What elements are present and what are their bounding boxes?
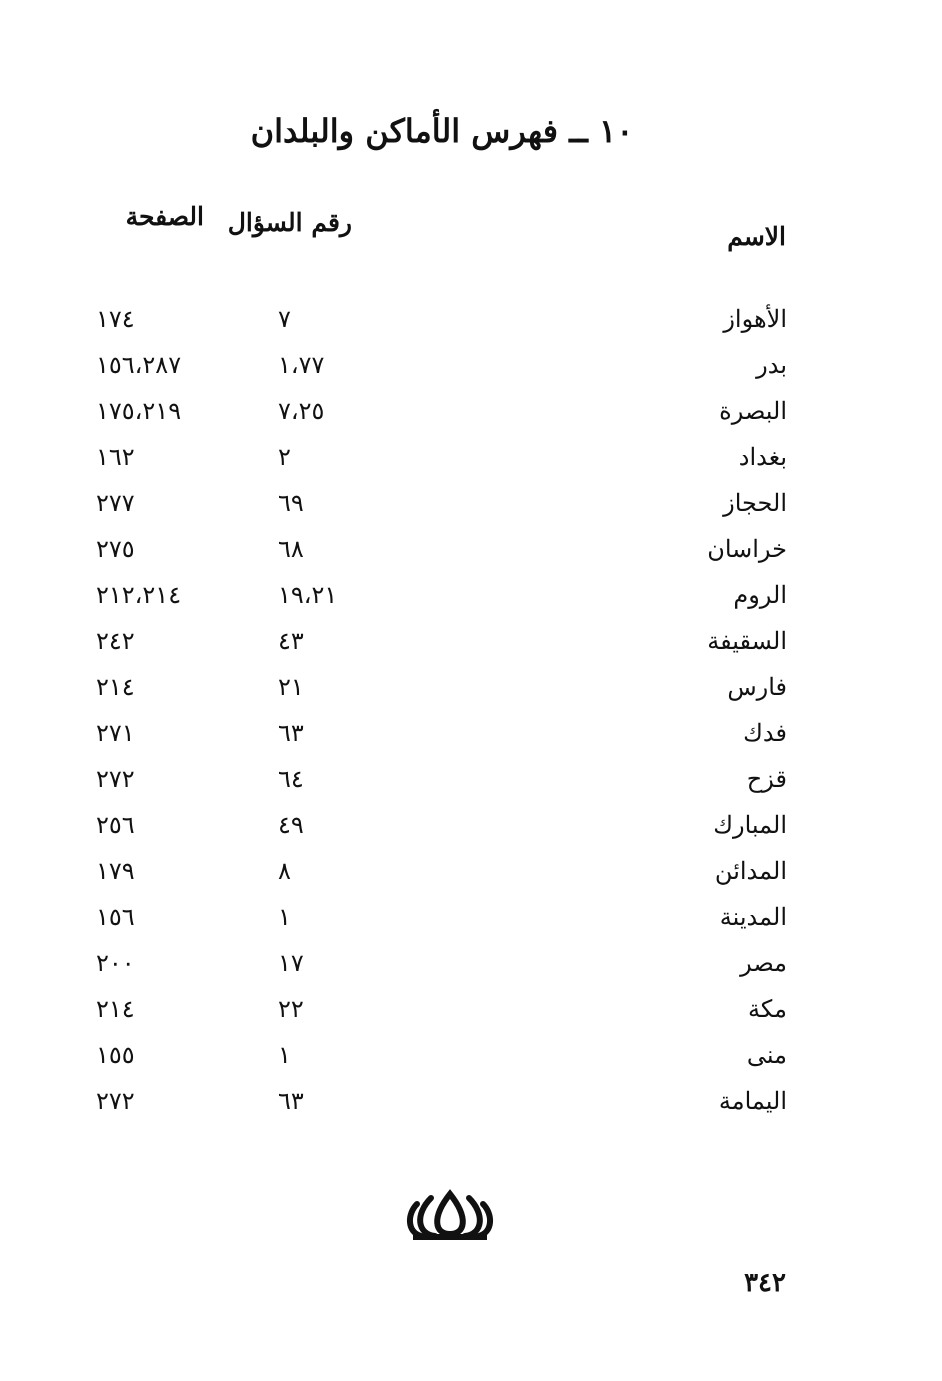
page-reference: ٢٧٥: [96, 535, 135, 563]
place-name: المدائن: [714, 857, 787, 885]
table-row: [0, 1078, 942, 1124]
page-reference: ٢٠٠: [96, 949, 135, 977]
question-number: ١٧: [278, 949, 304, 977]
header-name: الاسم: [727, 222, 786, 251]
table-row: [0, 848, 942, 894]
table-row: [0, 572, 942, 618]
page-number: ٣٤٢: [744, 1268, 786, 1298]
question-number: ٧: [278, 305, 291, 333]
place-name: المدينة: [719, 903, 787, 931]
table-row: [0, 1032, 942, 1078]
question-number: ٢١: [278, 673, 304, 701]
table-row: [0, 986, 942, 1032]
table-row: [0, 940, 942, 986]
place-name: منى: [746, 1041, 787, 1069]
header-page: الصفحة: [125, 202, 204, 231]
index-table: [0, 296, 942, 1124]
question-number: ٧،٢٥: [278, 397, 325, 425]
ornament-icon: [405, 1184, 495, 1242]
table-row: [0, 434, 942, 480]
page-reference: ٢١٤: [96, 995, 135, 1023]
question-number: ٤٣: [278, 627, 304, 655]
question-number: ٦٨: [278, 535, 304, 563]
question-number: ٦٤: [278, 765, 304, 793]
place-name: مكة: [748, 995, 787, 1023]
table-row: [0, 296, 942, 342]
place-name: بدر: [756, 351, 787, 379]
page-reference: ٢٧٧: [96, 489, 135, 517]
page-reference: ٢٤٢: [96, 627, 135, 655]
table-row: [0, 802, 942, 848]
question-number: ٦٣: [278, 1087, 304, 1115]
place-name: فارس: [727, 673, 787, 701]
page-reference: ٢٧١: [96, 719, 135, 747]
question-number: ٦٩: [278, 489, 304, 517]
page-reference: ٢٥٦: [96, 811, 135, 839]
table-row: [0, 710, 942, 756]
place-name: فدك: [743, 719, 787, 747]
page-reference: ١٧٥،٢١٩: [96, 397, 182, 425]
place-name: المبارك: [713, 811, 787, 839]
place-name: مصر: [740, 949, 787, 977]
question-number: ٨: [278, 857, 291, 885]
place-name: الحجاز: [723, 489, 787, 517]
page-reference: ٢٧٢: [96, 765, 135, 793]
question-number: ١: [278, 903, 291, 931]
page-reference: ١٧٩: [96, 857, 135, 885]
place-name: قزح: [746, 765, 787, 793]
page-reference: ٢١٢،٢١٤: [96, 581, 182, 609]
page-title: ١٠ ــ فهرس الأماكن والبلدان: [250, 112, 634, 150]
question-number: ١،٧٧: [278, 351, 325, 379]
page-reference: ١٦٢: [96, 443, 135, 471]
place-name: البصرة: [719, 397, 787, 425]
table-row: [0, 894, 942, 940]
place-name: الأهواز: [723, 305, 787, 333]
page-reference: ٢٧٢: [96, 1087, 135, 1115]
table-row: [0, 618, 942, 664]
question-number: ٦٣: [278, 719, 304, 747]
table-row: [0, 526, 942, 572]
question-number: ١٩،٢١: [278, 581, 338, 609]
table-row: [0, 388, 942, 434]
page-reference: ١٥٦: [96, 903, 135, 931]
page-reference: ١٥٦،٢٨٧: [96, 351, 182, 379]
question-number: ٤٩: [278, 811, 304, 839]
table-row: [0, 480, 942, 526]
place-name: اليمامة: [718, 1087, 787, 1115]
table-row: [0, 342, 942, 388]
question-number: ٢٢: [278, 995, 304, 1023]
page-reference: ٢١٤: [96, 673, 135, 701]
header-question-number: رقم السؤال: [227, 208, 352, 237]
place-name: الروم: [733, 581, 787, 609]
place-name: السقيفة: [707, 627, 787, 655]
place-name: خراسان: [707, 535, 787, 563]
place-name: بغداد: [738, 443, 787, 471]
question-number: ١: [278, 1041, 291, 1069]
page-reference: ١٥٥: [96, 1041, 135, 1069]
table-row: [0, 756, 942, 802]
question-number: ٢: [278, 443, 291, 471]
page-reference: ١٧٤: [96, 305, 135, 333]
table-row: [0, 664, 942, 710]
